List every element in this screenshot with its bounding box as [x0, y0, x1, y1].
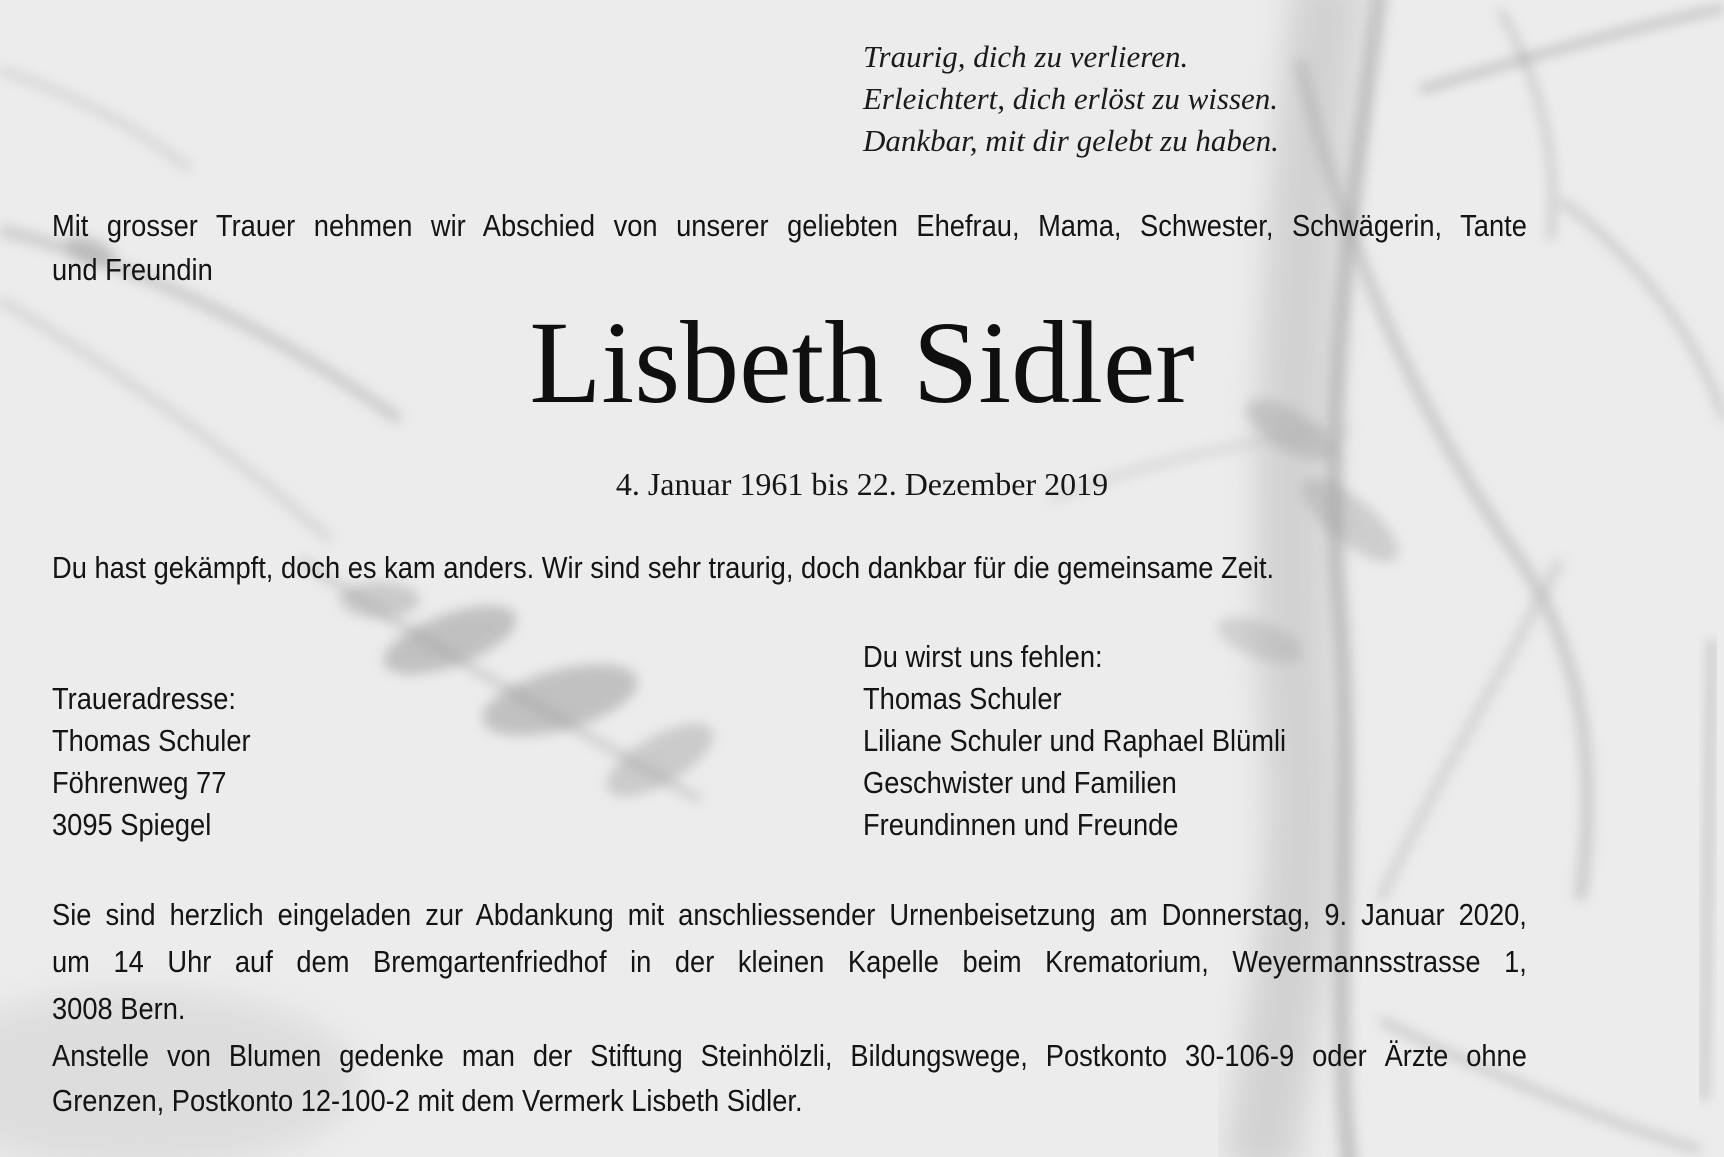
epigraph-line: Traurig, dich zu verlieren. — [863, 39, 1189, 74]
funeral-notice — [52, 891, 1527, 1032]
farewell-list-label: Du wirst uns fehlen: — [863, 639, 1103, 674]
funeral-notice-line: 3008 Bern. — [52, 991, 186, 1026]
funeral-notice-line: Sie sind herzlich eingeladen zur Abdankung mit anschliessender Urnenbeisetzung am Donnerstag, 9. Januar 2020, — [52, 897, 1527, 932]
mourning-address — [52, 678, 251, 846]
farewell-person: Thomas Schuler — [863, 681, 1062, 716]
life-dates: 4. Januar 1961 bis 22. Dezember 2019 — [615, 466, 1109, 502]
deceased-name: Lisbeth Sidler — [529, 297, 1195, 428]
funeral-notice-line: um 14 Uhr auf dem Bremgartenfriedhof in der kleinen Kapelle beim Krematorium, Weyermannsstrasse 1, — [52, 944, 1527, 979]
mourning-address-line: Föhrenweg 77 — [52, 765, 227, 800]
intro-line: Mit grosser Trauer nehmen wir Abschied von unserer geliebten Ehefrau, Mama, Schwester, Schwägerin, Tante — [52, 208, 1527, 243]
donation-notice-line: Anstelle von Blumen gedenke man der Stiftung Steinhölzli, Bildungswege, Postkonto 30-106-9 oder Ärzte ohne — [52, 1038, 1527, 1073]
farewell-person: Geschwister und Familien — [863, 765, 1177, 800]
mourning-address-line: Thomas Schuler — [52, 723, 251, 758]
donation-notice — [52, 1033, 1527, 1123]
mourning-address-line: 3095 Spiegel — [52, 807, 212, 842]
epigraph-verse — [863, 36, 1279, 162]
intro-line: und Freundin — [52, 252, 213, 287]
farewell-list — [863, 636, 1286, 846]
farewell-person: Freundinnen und Freunde — [863, 807, 1179, 842]
epigraph-line: Erleichtert, dich erlöst zu wissen. — [863, 81, 1279, 116]
intro-paragraph — [52, 204, 1527, 292]
farewell-person: Liliane Schuler und Raphael Blümli — [863, 723, 1287, 758]
donation-notice-line: Grenzen, Postkonto 12-100-2 mit dem Vermerk Lisbeth Sidler. — [52, 1083, 803, 1118]
tribute-line: Du hast gekämpft, doch es kam anders. Wir sind sehr traurig, doch dankbar für die gemeinsame Zeit. — [52, 550, 1275, 585]
epigraph-line: Dankbar, mit dir gelebt zu haben. — [863, 123, 1279, 158]
mourning-address-label: Traueradresse: — [52, 681, 236, 716]
